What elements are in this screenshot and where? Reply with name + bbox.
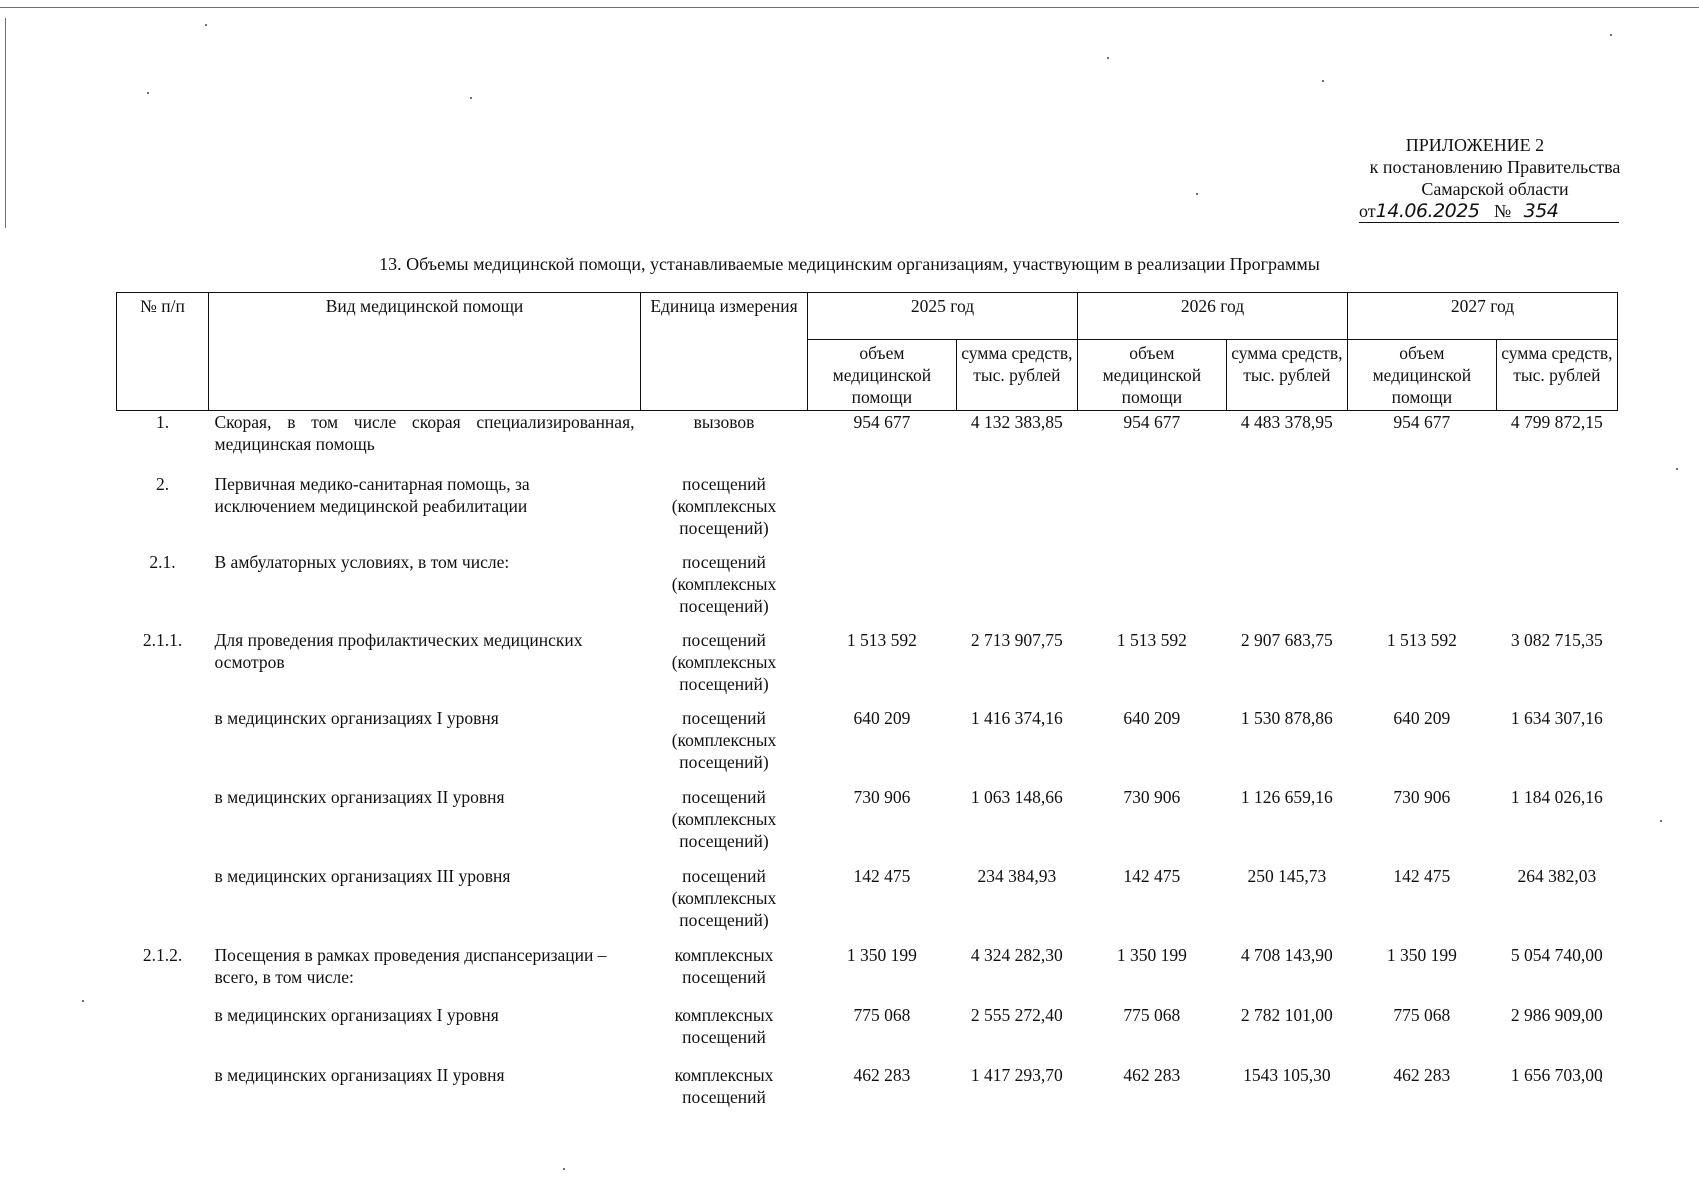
- volume-2027: 730 906: [1393, 786, 1451, 807]
- row-unit: посещений (комплексных посещений): [671, 865, 777, 930]
- sum-2027: 1 656 703,00: [1510, 1064, 1603, 1085]
- row-no: [117, 707, 209, 786]
- table-row: [117, 786, 1618, 865]
- header-sum-2027: сумма средств, тыс. рублей: [1496, 340, 1617, 411]
- scan-speck: [147, 92, 149, 94]
- row-unit: посещений (комплексных посещений): [671, 786, 777, 851]
- sum-2026: 1543 105,30: [1243, 1064, 1331, 1085]
- scan-border-left: [5, 18, 6, 228]
- sum-2026: 4 708 143,90: [1240, 944, 1333, 965]
- row-no: 2.: [155, 473, 170, 494]
- row-no: 2.1.1.: [142, 629, 183, 650]
- appendix-header: [1345, 134, 1645, 223]
- header-unit: Единица измерения: [641, 293, 808, 411]
- table-row: [117, 1064, 1618, 1124]
- sum-2027: [1496, 473, 1617, 551]
- row-kind: в медицинских организациях III уровня: [214, 865, 511, 886]
- row-unit: вызовов: [693, 412, 755, 432]
- scan-speck: [1660, 820, 1662, 822]
- sum-2027: 2 986 909,00: [1510, 1004, 1603, 1025]
- volume-2025: 954 677: [853, 412, 911, 432]
- volume-2025: 640 209: [853, 707, 911, 728]
- row-kind: в медицинских организациях I уровня: [214, 1004, 499, 1025]
- table-row: [117, 944, 1618, 1004]
- handwritten-number: 354: [1523, 200, 1559, 222]
- volume-2027: 1 513 592: [1386, 629, 1457, 650]
- row-no: [117, 865, 209, 944]
- volumes-table: [116, 292, 1618, 1124]
- scan-speck: [563, 1168, 565, 1170]
- row-kind: в медицинских организациях II уровня: [214, 786, 505, 807]
- appendix-region-line: Самарской области: [1421, 179, 1569, 199]
- table-row: [117, 551, 1618, 629]
- volume-2025: [808, 473, 957, 551]
- row-unit: комплексных посещений: [674, 944, 774, 987]
- sum-2027: 264 382,03: [1517, 865, 1597, 886]
- header-year-2025: 2025 год: [808, 293, 1078, 340]
- header-sum-2025: сумма средств, тыс. рублей: [956, 340, 1077, 411]
- volume-2026: 142 475: [1123, 865, 1181, 886]
- header-kind: Вид медицинской помощи: [209, 293, 641, 411]
- appendix-resolution-line: к постановлению Правительства: [1369, 157, 1621, 177]
- volume-2025: 142 475: [853, 865, 911, 886]
- volume-2027: 462 283: [1393, 1064, 1451, 1085]
- row-no: 2.1.2.: [142, 944, 183, 965]
- row-kind: В амбулаторных условиях, в том числе:: [214, 551, 510, 572]
- volume-2027: 1 350 199: [1386, 944, 1457, 965]
- row-kind: в медицинских организациях II уровня: [214, 1064, 505, 1085]
- resolution-date-number: [1359, 200, 1619, 223]
- volume-2026: 640 209: [1123, 707, 1181, 728]
- sum-2025: [956, 551, 1077, 629]
- volume-2027: [1347, 551, 1496, 629]
- sum-2027: [1496, 551, 1617, 629]
- section-title: 13. Объемы медицинской помощи, устанавливаемые медицинским организациям, участвующим в реализации Программы: [379, 254, 1320, 274]
- appendix-title: ПРИЛОЖЕНИЕ 2: [1405, 135, 1545, 155]
- scan-speck: [1676, 468, 1678, 470]
- header-sum-2026: сумма средств, тыс. рублей: [1226, 340, 1347, 411]
- table-row: [117, 473, 1618, 551]
- sum-2026: [1226, 551, 1347, 629]
- row-unit: посещений (комплексных посещений): [671, 551, 777, 616]
- row-no: [117, 1064, 209, 1124]
- row-kind: Скорая, в том числе скорая специализированная, медицинская помощь: [214, 412, 635, 454]
- row-kind: Для проведения профилактических медицинских осмотров: [214, 629, 583, 672]
- row-unit: посещений (комплексных посещений): [671, 707, 777, 772]
- scan-speck: [1107, 57, 1109, 59]
- row-no: [117, 786, 209, 865]
- scan-speck: [1196, 193, 1198, 195]
- volume-2026: 954 677: [1123, 412, 1181, 432]
- header-year-2026: 2026 год: [1077, 293, 1347, 340]
- volume-2025: 1 513 592: [846, 629, 917, 650]
- table-row: [117, 707, 1618, 786]
- sum-2026: 2 782 101,00: [1240, 1004, 1333, 1025]
- sum-2025: 1 416 374,16: [970, 707, 1063, 728]
- header-volume-2026: объем медицинской помощи: [1077, 340, 1226, 411]
- volume-2027: 640 209: [1393, 707, 1451, 728]
- sum-2025: 234 384,93: [977, 865, 1057, 886]
- volume-2025: [808, 551, 957, 629]
- row-no: [117, 1004, 209, 1064]
- sum-2025: 1 417 293,70: [970, 1064, 1063, 1085]
- scan-speck: [470, 97, 472, 99]
- row-kind: в медицинских организациях I уровня: [214, 707, 499, 728]
- sum-2026: 1 126 659,16: [1240, 786, 1333, 807]
- volume-2026: 775 068: [1123, 1004, 1181, 1025]
- volume-2027: 775 068: [1393, 1004, 1451, 1025]
- volume-2026: [1077, 473, 1226, 551]
- header-no: № п/п: [117, 293, 209, 411]
- row-kind: Посещения в рамках проведения диспансеризации – всего, в том числе:: [214, 944, 607, 987]
- row-unit: посещений (комплексных посещений): [671, 629, 777, 694]
- volume-2026: 462 283: [1123, 1064, 1181, 1085]
- sum-2026: 1 530 878,86: [1240, 707, 1333, 728]
- volume-2025: 462 283: [853, 1064, 911, 1085]
- volume-2027: 954 677: [1393, 412, 1451, 432]
- volume-2025: 1 350 199: [846, 944, 917, 965]
- volume-2026: 1 513 592: [1116, 629, 1187, 650]
- volume-2025: 730 906: [853, 786, 911, 807]
- sum-2026: [1226, 473, 1347, 551]
- scan-border-top: [0, 7, 1699, 8]
- row-no: 2.1.: [149, 551, 176, 572]
- volume-2026: 730 906: [1123, 786, 1181, 807]
- sum-2025: 2 713 907,75: [970, 629, 1063, 650]
- scan-speck: [1322, 80, 1324, 82]
- row-unit: комплексных посещений: [674, 1064, 774, 1107]
- sum-2027: 1 634 307,16: [1510, 707, 1603, 728]
- sum-2025: [956, 473, 1077, 551]
- sum-2026: 2 907 683,75: [1240, 629, 1333, 650]
- table-row: [117, 1004, 1618, 1064]
- header-volume-2027: объем медицинской помощи: [1347, 340, 1496, 411]
- handwritten-date: 14.06.2025: [1375, 200, 1480, 222]
- scan-speck: [1610, 34, 1612, 36]
- volume-2025: 775 068: [853, 1004, 911, 1025]
- header-volume-2025: объем медицинской помощи: [808, 340, 957, 411]
- table-row: [117, 865, 1618, 944]
- sum-2025: 2 555 272,40: [970, 1004, 1063, 1025]
- volume-2027: 142 475: [1393, 865, 1451, 886]
- sum-2027: 1 184 026,16: [1510, 786, 1603, 807]
- sum-2025: 4 324 282,30: [970, 944, 1063, 965]
- row-no: 1.: [155, 412, 170, 432]
- row-kind: Первичная медико-санитарная помощь, за исключением медицинской реабилитации: [214, 473, 530, 516]
- sum-2026: 4 483 378,95: [1240, 412, 1333, 432]
- header-year-2027: 2027 год: [1347, 293, 1617, 340]
- table-row: [117, 411, 1618, 473]
- sum-2027: 3 082 715,35: [1510, 629, 1603, 650]
- volume-2026: [1077, 551, 1226, 629]
- scan-speck: [205, 24, 207, 26]
- row-unit: комплексных посещений: [674, 1004, 774, 1047]
- volume-2027: [1347, 473, 1496, 551]
- date-prefix: от: [1359, 201, 1376, 221]
- table-row: [117, 629, 1618, 707]
- sum-2027: 4 799 872,15: [1510, 412, 1603, 432]
- number-prefix: №: [1493, 201, 1512, 221]
- row-unit: посещений (комплексных посещений): [671, 473, 777, 538]
- scan-speck: [82, 1000, 84, 1002]
- sum-2025: 4 132 383,85: [970, 412, 1063, 432]
- sum-2027: 5 054 740,00: [1510, 944, 1603, 965]
- volume-2026: 1 350 199: [1116, 944, 1187, 965]
- sum-2026: 250 145,73: [1247, 865, 1327, 886]
- sum-2025: 1 063 148,66: [970, 786, 1063, 807]
